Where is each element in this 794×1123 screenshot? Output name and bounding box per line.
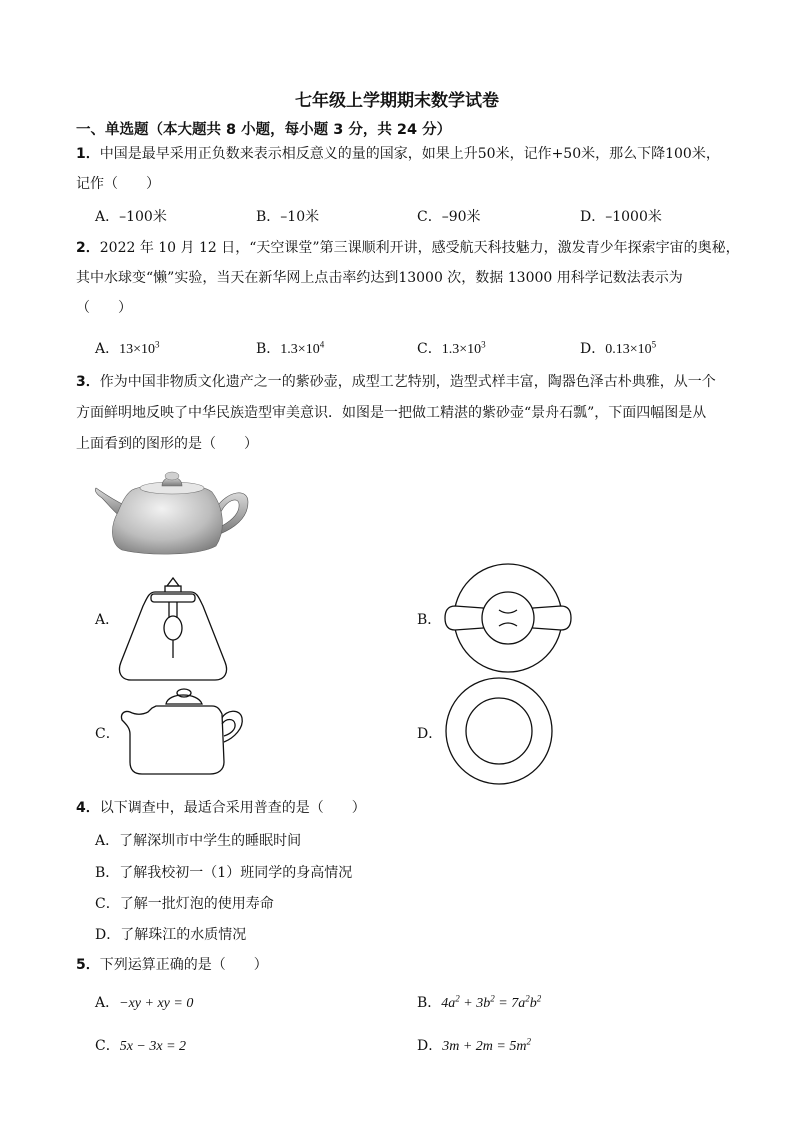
math-expression: $4a^2 + 3b^2 = 7a^2b^2$	[441, 993, 542, 1011]
option-value: 1.3×10	[441, 342, 482, 357]
option-label: D．	[580, 341, 606, 357]
question-5	[76, 955, 268, 975]
option-a[interactable]	[95, 992, 193, 1012]
math-expression: 5x − 3x = 2	[119, 1039, 187, 1054]
option-d[interactable]: D．了解珠江的水质情况	[95, 927, 247, 943]
question-number: 3．	[76, 374, 100, 390]
option-value: 0.13×10	[605, 342, 652, 357]
question-number: 2．	[76, 240, 100, 256]
page-title: 七年级上学期期末数学试卷	[295, 91, 499, 111]
option-c[interactable]	[417, 338, 486, 358]
question-text: 2022 年 10 月 12 日，“天空课堂”第三课顺利开讲，感受航天科技魅力，激发青少年探索宇宙的奥秘，	[99, 240, 740, 256]
question-2-line3: （ ）	[76, 300, 132, 316]
option-d[interactable]: D．	[417, 726, 443, 742]
math-expression: −xy + xy = 0	[119, 996, 194, 1011]
question-text: 作为中国非物质文化遗产之一的紫砂壶，成型工艺特别，造型式样丰富，陶器色泽古朴典雅，从一个	[99, 374, 716, 390]
option-label: D．	[417, 1038, 443, 1054]
option-label: B．	[417, 995, 442, 1011]
question-number: 4．	[76, 800, 100, 816]
question-2-line2: 其中水球变“懒”实验，当天在新华网上点击率约达到13000 次，数据 13000 用科学记数法表示为	[76, 270, 683, 286]
question-3-line2: 方面鲜明地反映了中华民族造型审美意识．如图是一把做工精湛的紫砂壶“景舟石瓢”，下面四幅图是从	[76, 405, 707, 421]
question-4	[76, 798, 366, 818]
question-3	[76, 372, 716, 392]
question-text: 以下调查中，最适合采用普查的是（ ）	[99, 800, 366, 816]
option-a[interactable]	[95, 338, 160, 358]
top-view-c-drawing[interactable]	[118, 684, 248, 780]
option-label: A．	[95, 995, 120, 1011]
option-exponent: 5	[651, 339, 657, 350]
top-view-b-drawing[interactable]	[443, 562, 573, 674]
top-view-a-drawing[interactable]	[115, 574, 231, 684]
option-value: 13×10	[119, 342, 156, 357]
option-exponent: 3	[155, 339, 160, 350]
option-b[interactable]: B．	[417, 612, 442, 628]
option-c[interactable]: C．	[95, 726, 120, 742]
top-view-d-drawing[interactable]	[444, 676, 554, 786]
option-label: C．	[95, 1038, 120, 1054]
question-1-line2: 记作（ ）	[76, 176, 160, 192]
option-c[interactable]	[95, 1035, 186, 1055]
question-2	[76, 238, 740, 258]
question-3-line3: 上面看到的图形的是（ ）	[76, 436, 258, 452]
option-label: C．	[417, 341, 442, 357]
option-a[interactable]: A．–100米	[95, 209, 167, 225]
question-number: 5．	[76, 957, 100, 973]
question-number: 1．	[76, 146, 100, 162]
option-a[interactable]: A．	[95, 612, 120, 628]
option-exponent: 3	[481, 339, 486, 350]
question-text: 中国是最早采用正负数来表示相反意义的量的国家，如果上升50米，记作+50米，那么下降100米，	[99, 146, 720, 162]
option-label: B．	[256, 341, 281, 357]
question-text: 下列运算正确的是（ ）	[99, 957, 268, 973]
teapot-photo	[88, 468, 258, 558]
option-exponent: 4	[319, 339, 325, 350]
option-b[interactable]: B．了解我校初一（1）班同学的身高情况	[95, 865, 353, 881]
option-d[interactable]	[417, 1035, 531, 1055]
option-c[interactable]: C．了解一批灯泡的使用寿命	[95, 896, 274, 912]
math-expression: $3m + 2m = 5m^2$	[442, 1036, 531, 1054]
option-label: A．	[95, 341, 120, 357]
option-b[interactable]	[417, 992, 541, 1012]
option-b[interactable]: B．–10米	[256, 209, 320, 225]
option-c[interactable]: C．–90米	[417, 209, 481, 225]
option-d[interactable]	[580, 338, 656, 358]
option-a[interactable]: A．了解深圳市中学生的睡眠时间	[95, 833, 302, 849]
option-b[interactable]	[256, 338, 324, 358]
section-heading: 一、单选题（本大题共 8 小题，每小题 3 分，共 24 分）	[76, 122, 452, 138]
option-d[interactable]: D．–1000米	[580, 209, 662, 225]
option-value: 1.3×10	[280, 342, 320, 357]
question-1	[76, 144, 720, 164]
